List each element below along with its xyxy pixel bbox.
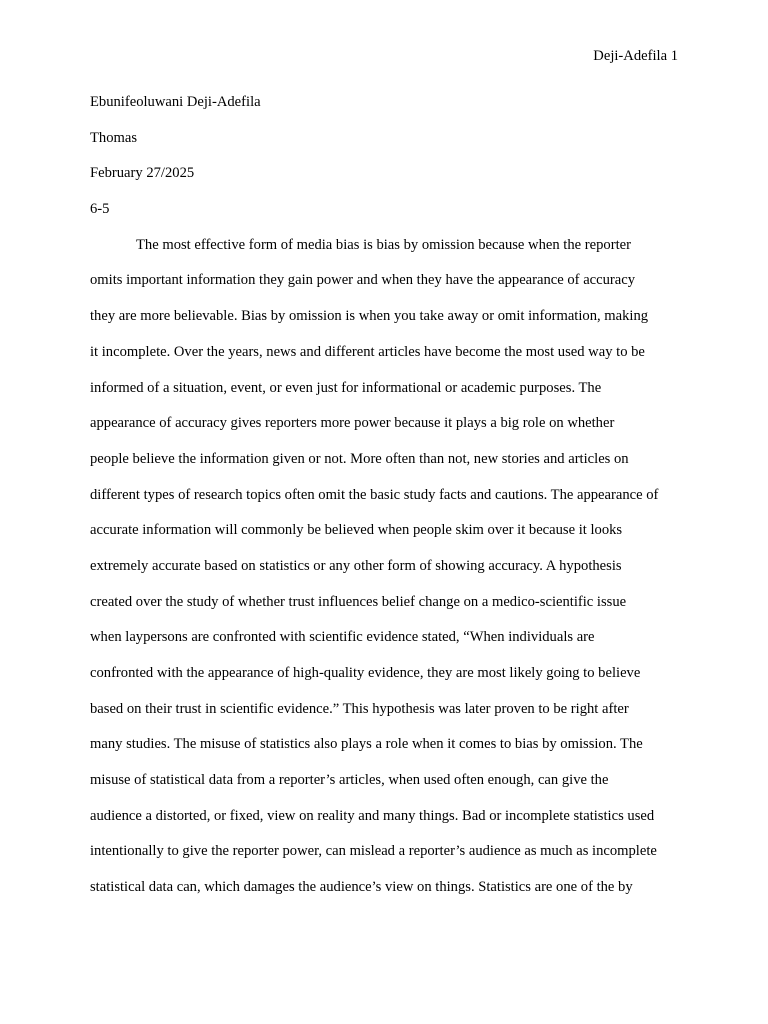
paragraph-line: people believe the information given or not. More often than not, new stories and articles on bbox=[90, 450, 629, 467]
document-content bbox=[90, 92, 680, 913]
paragraph-line: audience a distorted, or fixed, view on reality and many things. Bad or incomplete statistics used bbox=[90, 807, 655, 824]
paragraph-line: misuse of statistical data from a reporter’s articles, when used often enough, can give the bbox=[90, 772, 609, 789]
paragraph-line: they are more believable. Bias by omission is when you take away or omit information, making bbox=[90, 308, 649, 325]
paragraph-line: it incomplete. Over the years, news and different articles have become the most used way to be bbox=[90, 343, 645, 360]
paragraph-line: informed of a situation, event, or even just for informational or academic purposes. The bbox=[90, 379, 602, 396]
paragraph-line: The most effective form of media bias is bias by omission because when the reporter bbox=[136, 236, 631, 253]
assignment-number: 6-5 bbox=[90, 201, 110, 218]
document-date: February 27/2025 bbox=[90, 165, 195, 182]
author-name: Ebunifeoluwani Deji-Adefila bbox=[90, 94, 261, 110]
paragraph-line: confronted with the appearance of high-quality evidence, they are most likely going to believe bbox=[90, 665, 641, 681]
running-header: Deji-Adefila 1 bbox=[593, 48, 678, 64]
paragraph-line: created over the study of whether trust influences belief change on a medico-scientific issue bbox=[90, 593, 627, 610]
paragraph-line: many studies. The misuse of statistics also plays a role when it comes to bias by omission. The bbox=[90, 736, 643, 753]
instructor-name: Thomas bbox=[90, 129, 138, 146]
paragraph-line: omits important information they gain power and when they have the appearance of accuracy bbox=[90, 272, 636, 289]
paragraph-line: based on their trust in scientific evidence.” This hypothesis was later proven to be right after bbox=[90, 700, 629, 717]
paragraph-line: accurate information will commonly be believed when people skim over it because it looks bbox=[90, 522, 623, 539]
paragraph-line: extremely accurate based on statistics or any other form of showing accuracy. A hypothesis bbox=[90, 557, 622, 574]
paragraph-line: when laypersons are confronted with scientific evidence stated, “When individuals are bbox=[90, 629, 595, 646]
paragraph-line: appearance of accuracy gives reporters more power because it plays a big role on whether bbox=[90, 415, 615, 432]
paragraph-line: different types of research topics often omit the basic study facts and cautions. The appearance of bbox=[90, 486, 659, 503]
paragraph-line: statistical data can, which damages the audience’s view on things. Statistics are one of the by bbox=[90, 879, 633, 896]
paragraph-line: intentionally to give the reporter power, can mislead a reporter’s audience as much as incomplete bbox=[90, 843, 657, 860]
body-paragraph bbox=[90, 235, 680, 913]
